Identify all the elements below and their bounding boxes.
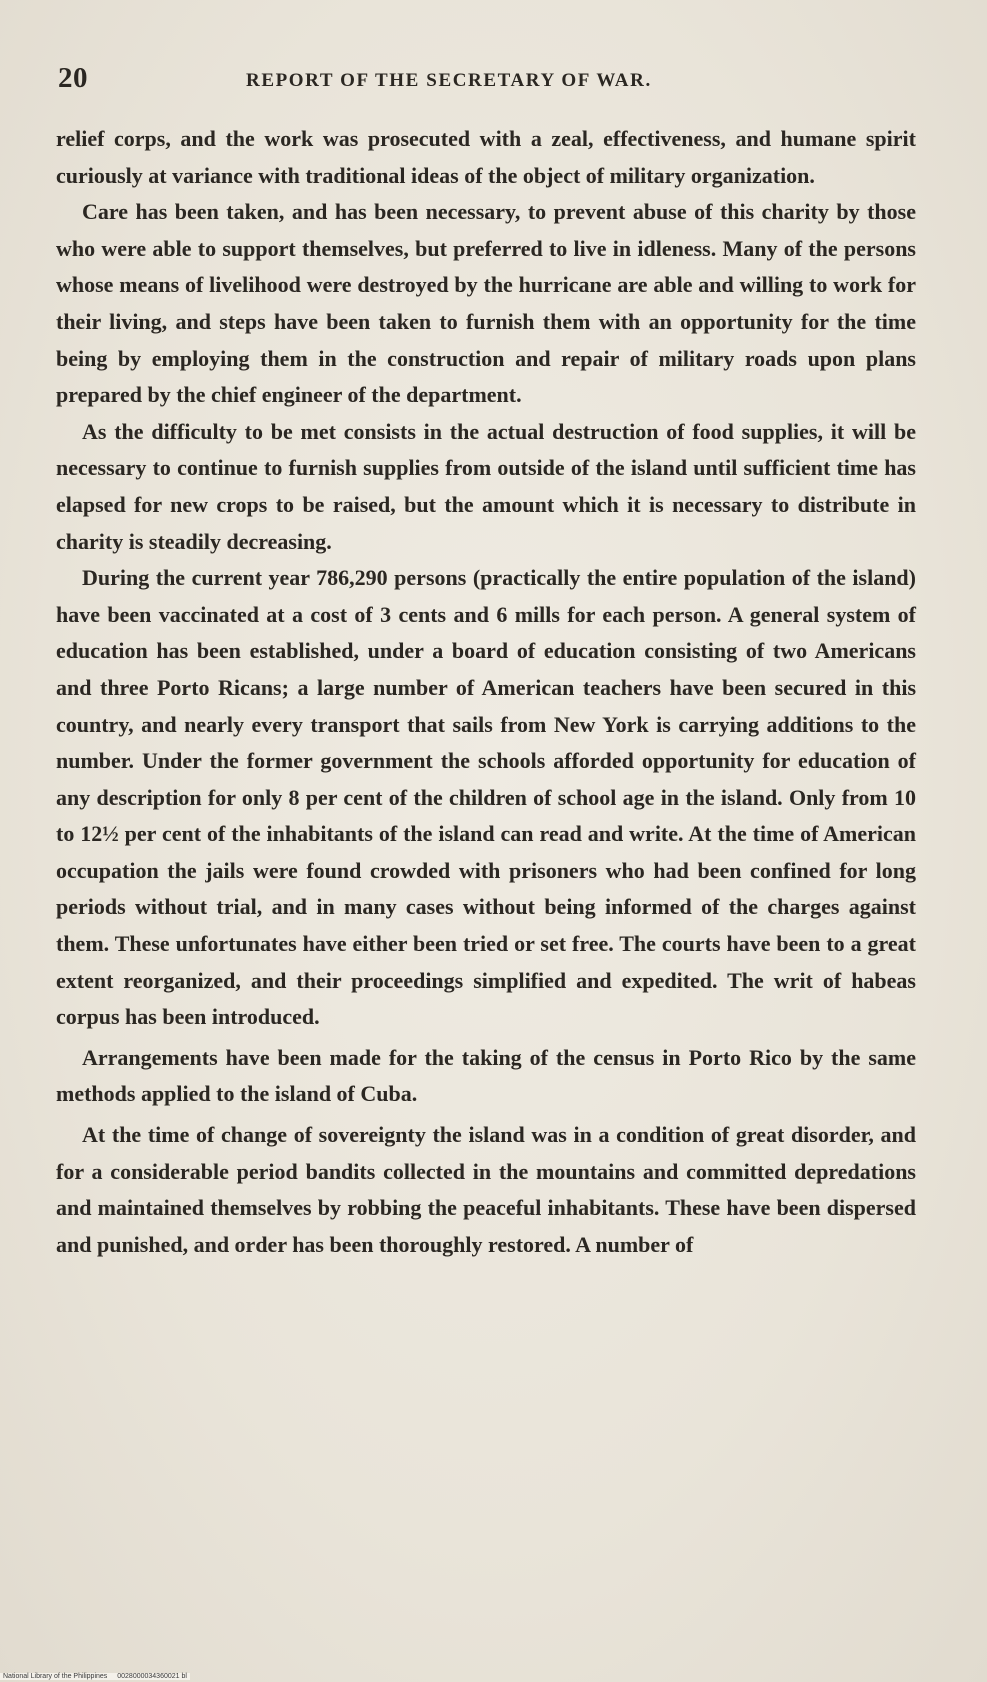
paragraph: Arrangements have been made for the taking of the census in Porto Rico by the same methods applied to the island of Cuba. bbox=[56, 1044, 916, 1107]
scan-footer bbox=[0, 1673, 190, 1680]
page-number: 20 bbox=[58, 62, 88, 94]
footer-library: National Library of the Philippines bbox=[3, 1673, 108, 1680]
paragraph: During the current year 786,290 persons (practically the entire population of the island) have been vaccinated at a cost of 3 cents and 6 mills for each person. A general system of education has been established, under a board of education consisting of two Americans and three Porto Ricans; a large number of American teachers have been secured in this country, and nearly every transport that sails from New York is carrying additions to the number. Under the former government the schools afforded opportunity for education of any description for only 8 per cent of the children of school age in the island. Only from 10 to 12½ per cent of the inhabitants of the island can read and write. At the time of American occupation the jails were found crowded with prisoners who had been confined for long periods without trial, and in many cases without being informed of the charges against them. These unfortunates have either been tried or set free. The courts have been to a great extent reorganized, and their proceedings simplified and expedited. The writ of habeas corpus has been introduced. bbox=[56, 565, 916, 1030]
page-header bbox=[58, 62, 924, 102]
footer-identifier: 0028000034360021 bl bbox=[117, 1673, 187, 1680]
paragraph: relief corps, and the work was prosecuted with a zeal, effectiveness, and humane spirit curiously at variance with traditional ideas of the object of military organization. bbox=[56, 126, 916, 188]
running-title: REPORT OF THE SECRETARY OF WAR. bbox=[246, 70, 652, 91]
paragraph: Care has been taken, and has been necessary, to prevent abuse of this charity by those who were able to support themselves, but preferred to live in idleness. Many of the persons whose means of livelihood were destroyed by the hurricane are able and willing to work for their living, and steps have been taken to furnish them with an opportunity for the time being by employing them in the construction and repair of military roads upon plans prepared by the chief engineer of the department. bbox=[56, 199, 916, 408]
body-text bbox=[56, 121, 916, 1263]
paragraph: As the difficulty to be met consists in the actual destruction of food supplies, it will be necessary to continue to furnish supplies from outside of the island until sufficient time has elapsed for new crops to be raised, but the amount which it is necessary to distribute in charity is steadily decreasing. bbox=[56, 418, 916, 554]
paragraph: At the time of change of sovereignty the island was in a condition of great disorder, and for a considerable period bandits collected in the mountains and committed depredations and maintained themselves by robbing the peaceful inhabitants. These have been dispersed and punished, and order has been thoroughly restored. A number of bbox=[56, 1122, 916, 1257]
